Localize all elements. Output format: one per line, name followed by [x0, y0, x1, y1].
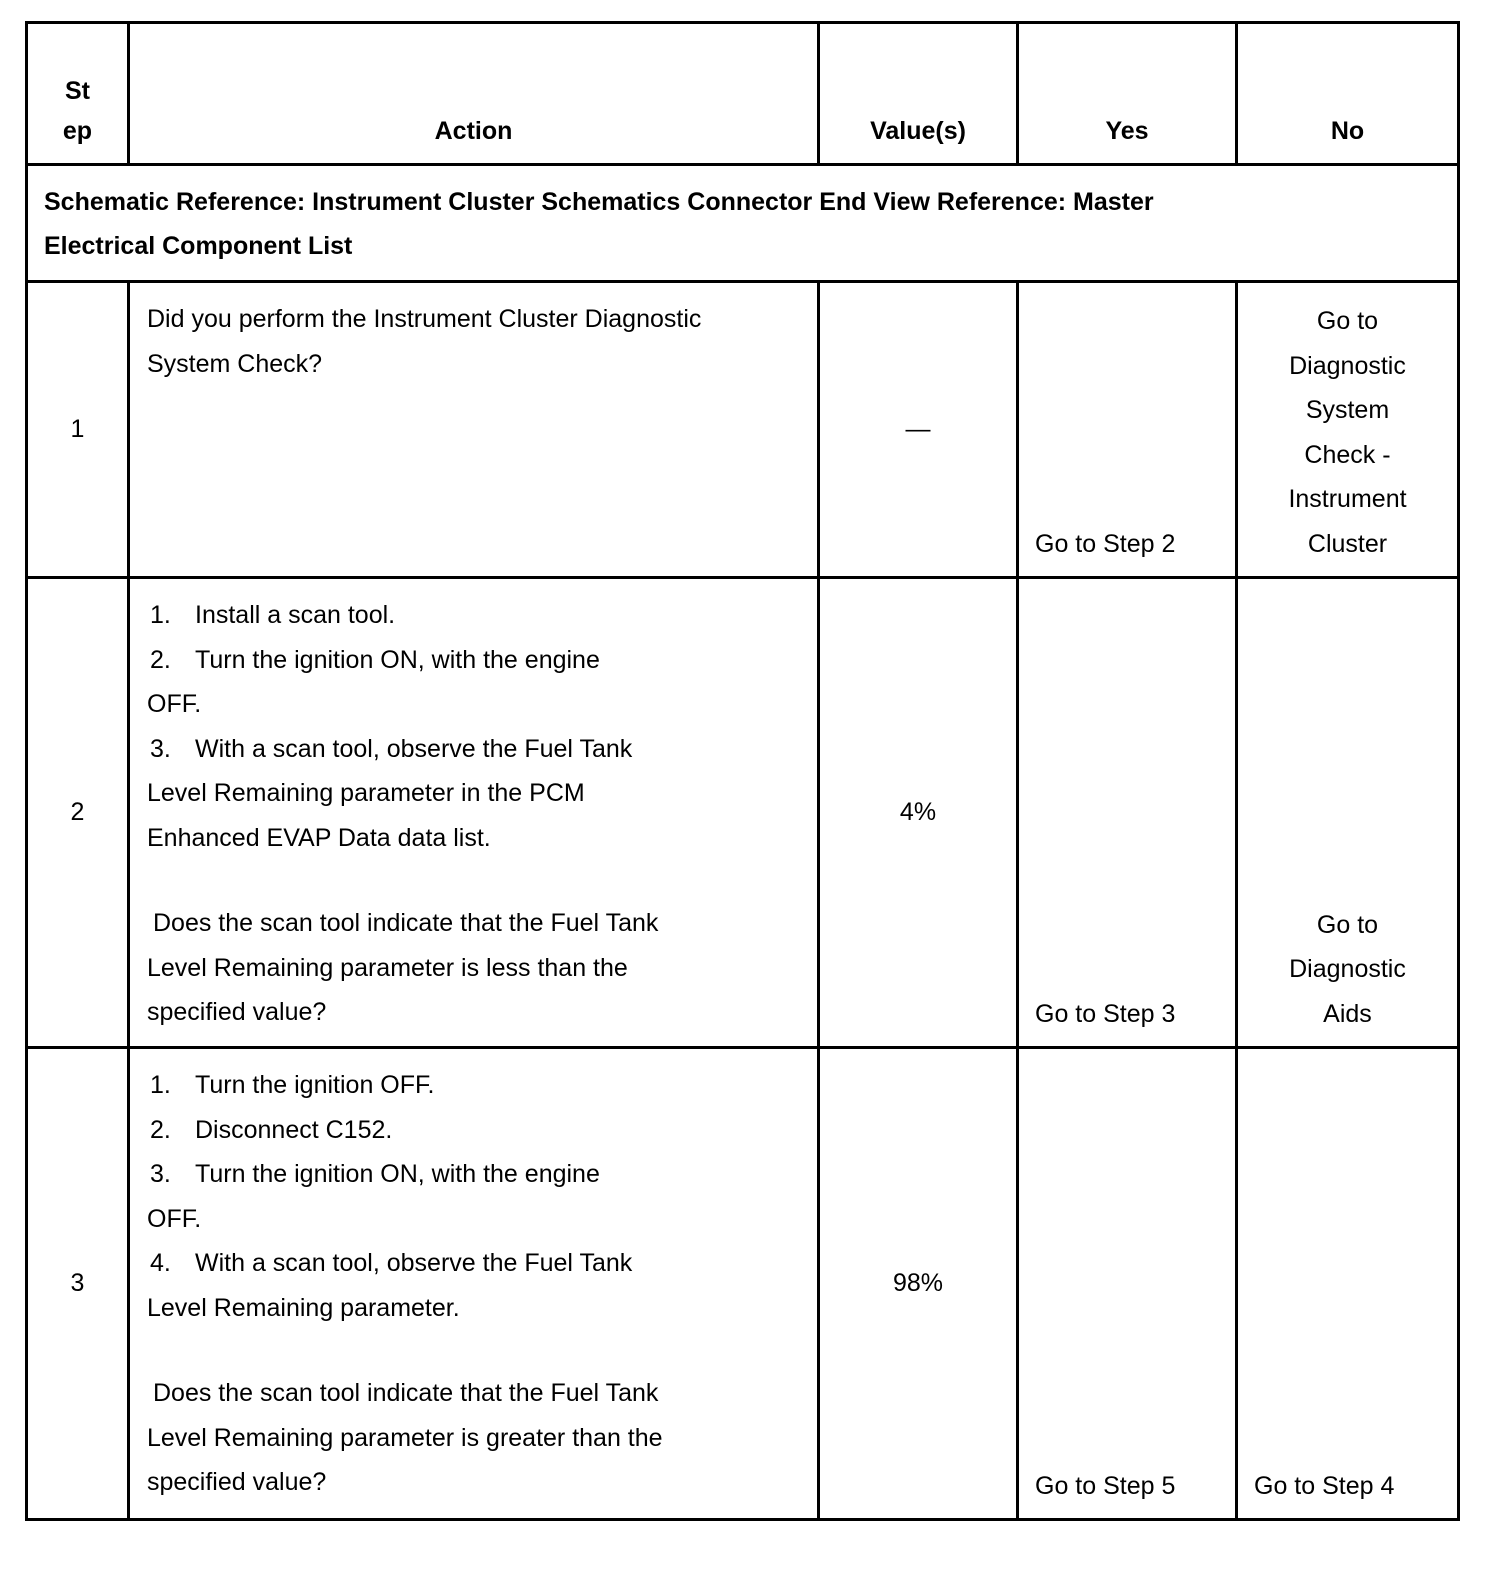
action-cell	[129, 282, 819, 578]
step-row-3	[27, 1048, 1459, 1520]
action-line: System Check?	[147, 349, 323, 378]
value-cell: 98%	[819, 1048, 1018, 1520]
action-cell	[129, 578, 819, 1048]
no-link[interactable]	[1237, 282, 1459, 578]
item-number: 4.	[150, 1249, 171, 1277]
item-continuation: Enhanced EVAP Data data list.	[147, 823, 491, 852]
item-text: Install a scan tool.	[195, 601, 396, 629]
question-line: specified value?	[147, 998, 327, 1026]
list-item	[147, 727, 803, 772]
item-number: 2.	[150, 645, 171, 674]
list-item	[147, 1241, 803, 1286]
yes-link[interactable]: Go to Step 5	[1018, 1048, 1237, 1520]
step-number: 3	[27, 1048, 129, 1520]
no-link[interactable]	[1237, 578, 1459, 1048]
item-continuation: OFF.	[147, 1204, 202, 1233]
step-row-1	[27, 282, 1459, 578]
action-cell	[129, 1048, 819, 1520]
header-step	[27, 23, 129, 165]
item-number: 3.	[150, 734, 171, 763]
list-item	[147, 1108, 803, 1153]
header-step-line2: ep	[62, 117, 93, 145]
header-row	[27, 23, 1459, 165]
spacer	[147, 1330, 803, 1371]
spacer	[147, 860, 803, 901]
step-number: 1	[27, 282, 129, 578]
no-line: System	[1305, 396, 1390, 424]
header-no: No	[1237, 23, 1459, 165]
item-continuation: OFF.	[147, 690, 202, 718]
item-text: Turn the ignition OFF.	[195, 1071, 435, 1099]
reference-line2: Electrical Component List	[44, 232, 353, 260]
header-values: Value(s)	[819, 23, 1018, 165]
reference-cell	[27, 165, 1459, 282]
item-continuation: Level Remaining parameter.	[147, 1293, 460, 1322]
value-cell: 4%	[819, 578, 1018, 1048]
no-line: Diagnostic	[1289, 955, 1406, 983]
diagnostic-table	[25, 21, 1460, 1521]
header-step-line1: St	[65, 77, 90, 105]
question-line: Does the scan tool indicate that the Fuel Tank	[153, 1379, 659, 1407]
no-line: Check -	[1304, 440, 1391, 469]
no-line: Cluster	[1307, 529, 1388, 558]
reference-line1: Schematic Reference: Instrument Cluster Schematics Connector End View Reference: Master	[44, 188, 1154, 216]
header-yes: Yes	[1018, 23, 1237, 165]
header-action: Action	[129, 23, 819, 165]
value-cell: —	[819, 282, 1018, 578]
item-text: Disconnect C152.	[195, 1115, 393, 1144]
item-text: With a scan tool, observe the Fuel Tank	[195, 1249, 633, 1277]
step-number: 2	[27, 578, 129, 1048]
reference-row	[27, 165, 1459, 282]
question-line: Level Remaining parameter is greater than the	[147, 1423, 663, 1452]
step-row-2	[27, 578, 1459, 1048]
action-line: Did you perform the Instrument Cluster Diagnostic	[147, 305, 702, 333]
no-line: Aids	[1323, 999, 1372, 1028]
item-number: 1.	[150, 1071, 171, 1099]
list-item	[147, 638, 803, 683]
list-item	[147, 1152, 803, 1197]
no-line: Diagnostic	[1289, 351, 1406, 380]
yes-link[interactable]: Go to Step 3	[1018, 578, 1237, 1048]
list-item	[147, 1063, 803, 1108]
no-line: Instrument	[1288, 485, 1407, 513]
question-line: Level Remaining parameter is less than the	[147, 953, 628, 982]
question-line: specified value?	[147, 1468, 327, 1496]
item-text: Turn the ignition ON, with the engine	[195, 645, 600, 674]
item-text: With a scan tool, observe the Fuel Tank	[195, 734, 633, 763]
no-line: Go to	[1316, 910, 1379, 939]
item-text: Turn the ignition ON, with the engine	[195, 1160, 600, 1188]
no-line: Go to	[1316, 307, 1379, 335]
item-number: 3.	[150, 1160, 171, 1188]
yes-link[interactable]: Go to Step 2	[1018, 282, 1237, 578]
question-line: Does the scan tool indicate that the Fuel Tank	[153, 909, 659, 937]
item-continuation: Level Remaining parameter in the PCM	[147, 779, 585, 807]
item-number: 2.	[150, 1115, 171, 1144]
list-item	[147, 593, 803, 638]
item-number: 1.	[150, 601, 171, 629]
no-link[interactable]: Go to Step 4	[1237, 1048, 1459, 1520]
